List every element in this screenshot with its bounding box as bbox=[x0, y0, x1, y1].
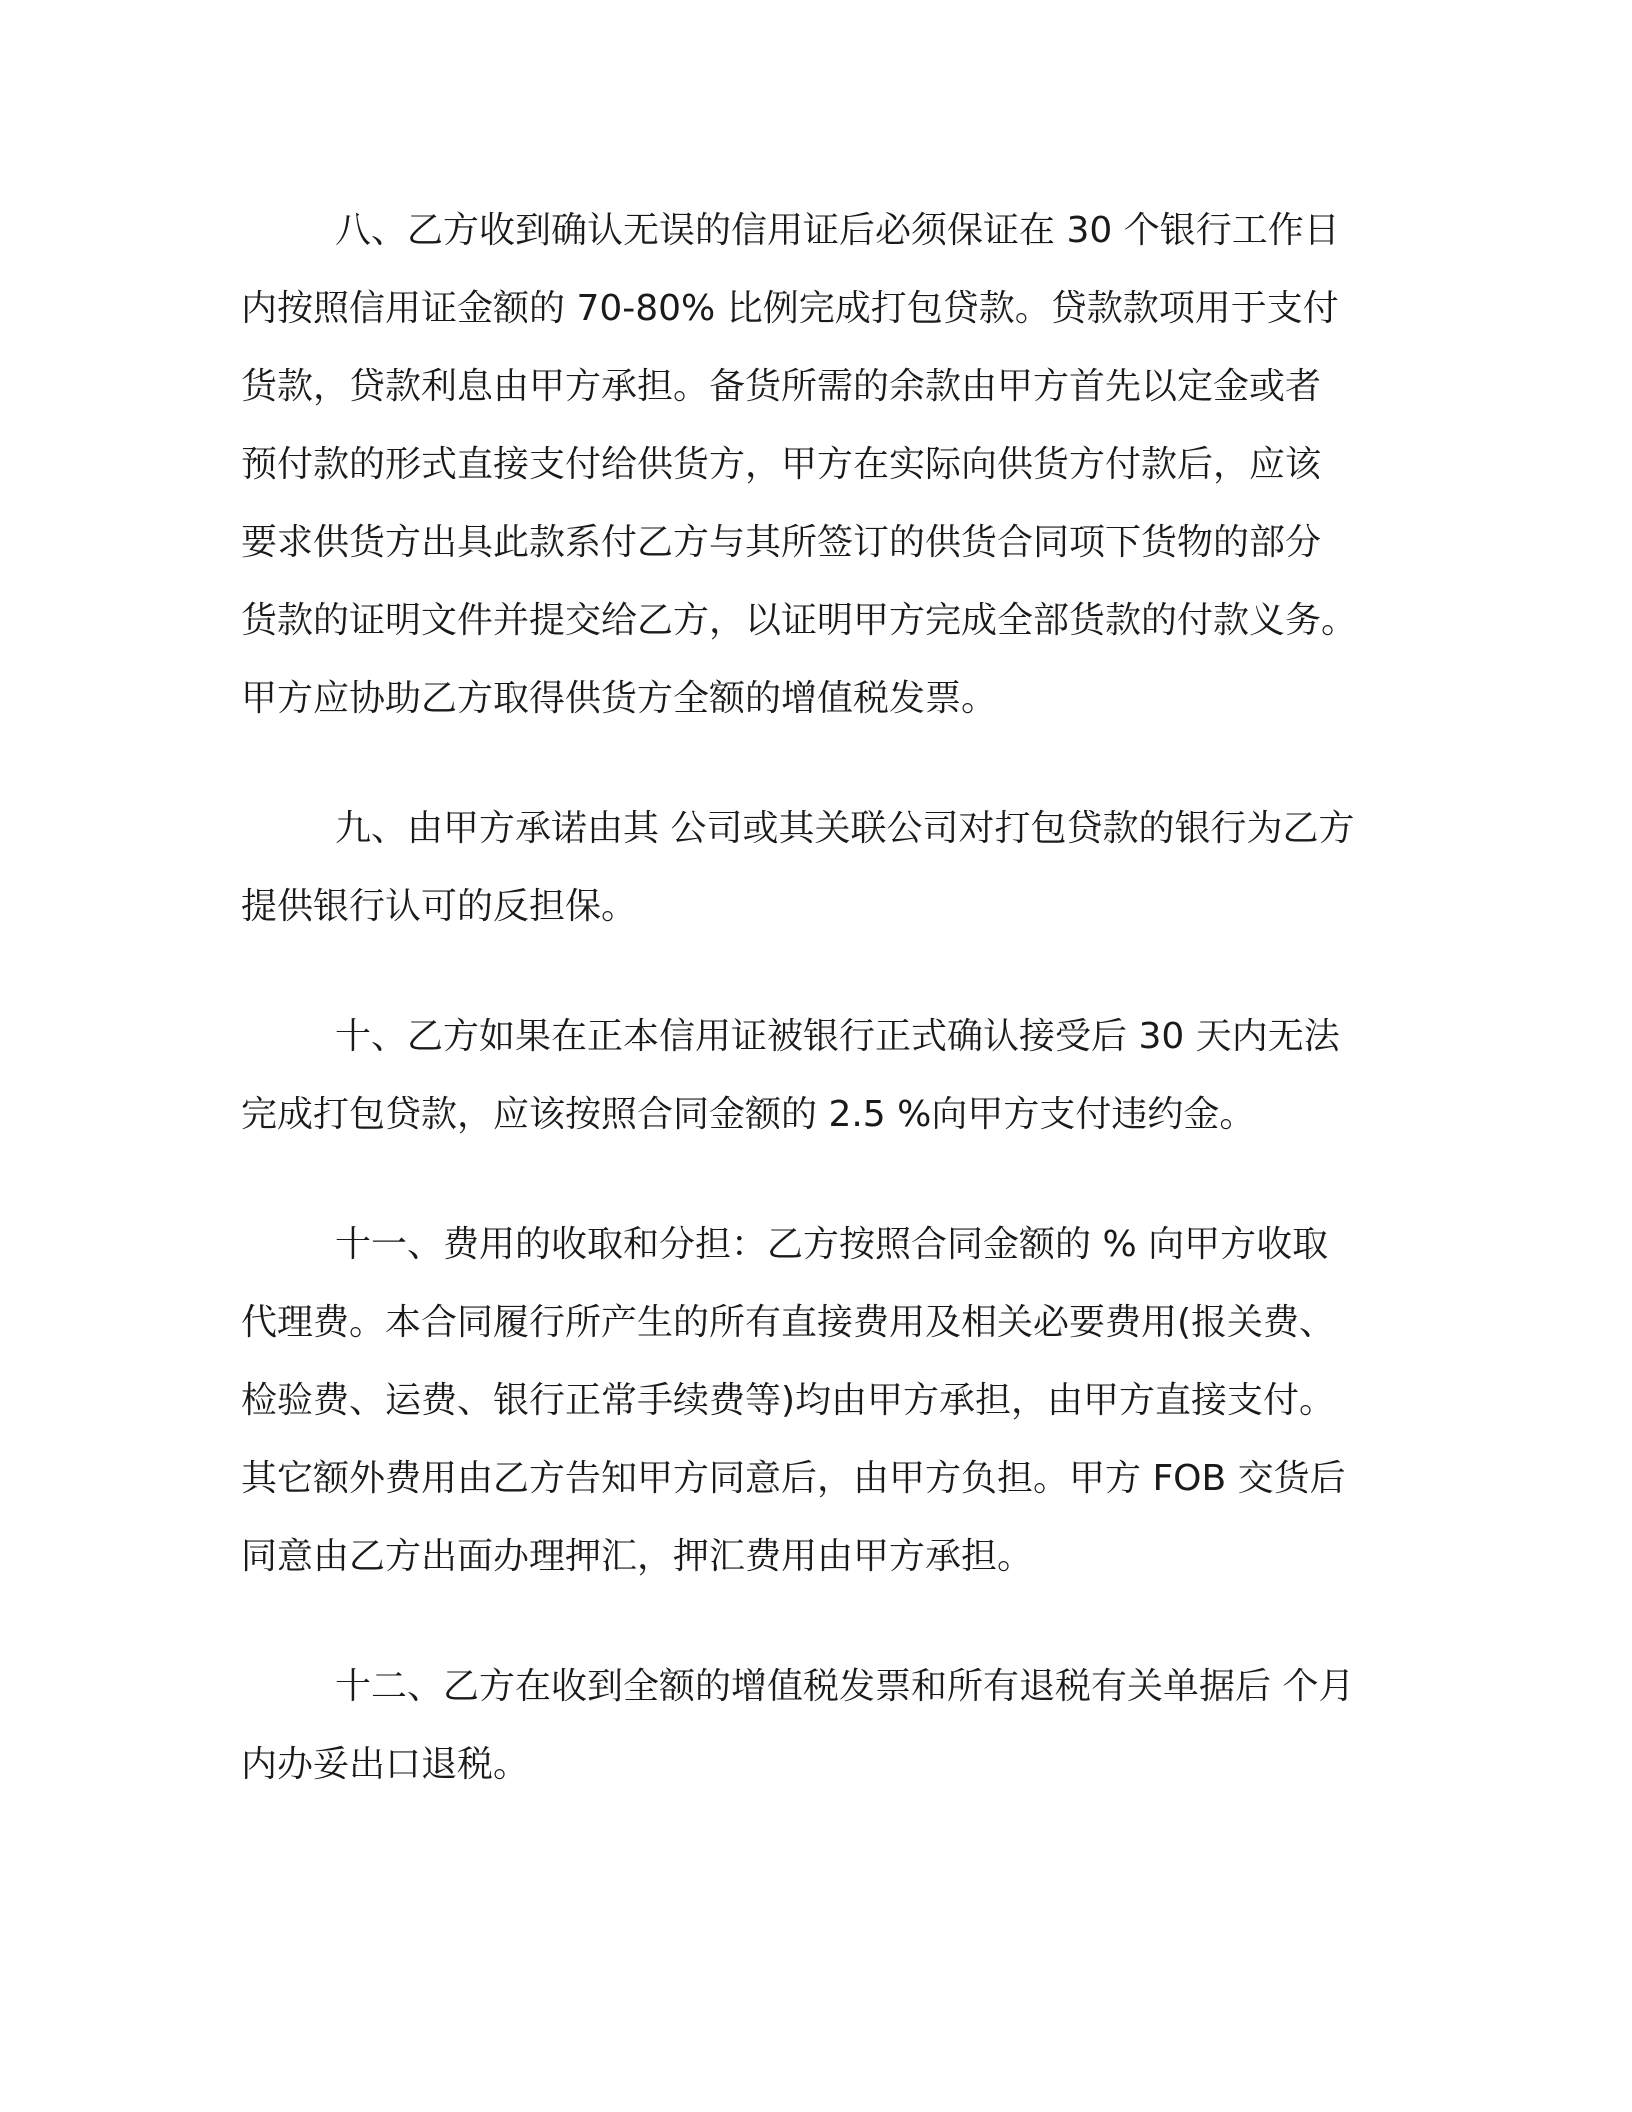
clause-11 bbox=[241, 1206, 1391, 1596]
document-body bbox=[241, 192, 1391, 1856]
clause-line: 内办妥出口退税。 bbox=[241, 1744, 530, 1785]
clause-line: 货款，贷款利息由甲方承担。备货所需的余款由甲方首先以定金或者 bbox=[241, 366, 1322, 407]
clause-line: 十一、费用的收取和分担：乙方按照合同金额的 % 向甲方收取 bbox=[335, 1224, 1329, 1265]
clause-line: 甲方应协助乙方取得供货方全额的增值税发票。 bbox=[241, 678, 998, 719]
clause-line: 十二、乙方在收到全额的增值税发票和所有退税有关单据后 个月 bbox=[335, 1666, 1355, 1707]
clause-line: 检验费、运费、银行正常手续费等)均由甲方承担，由甲方直接支付。 bbox=[241, 1380, 1336, 1421]
clause-line: 内按照信用证金额的 70-80% 比例完成打包贷款。贷款款项用于支付 bbox=[241, 288, 1339, 329]
clause-line: 提供银行认可的反担保。 bbox=[241, 886, 638, 927]
clause-line: 其它额外费用由乙方告知甲方同意后，由甲方负担。甲方 FOB 交货后 bbox=[241, 1458, 1346, 1499]
clause-line: 要求供货方出具此款系付乙方与其所签订的供货合同项下货物的部分 bbox=[241, 522, 1322, 563]
clause-10 bbox=[241, 998, 1391, 1154]
clause-line: 八、乙方收到确认无误的信用证后必须保证在 30 个银行工作日 bbox=[335, 210, 1340, 251]
clause-8 bbox=[241, 192, 1391, 738]
clause-12 bbox=[241, 1648, 1391, 1804]
clause-line: 预付款的形式直接支付给供货方，甲方在实际向供货方付款后，应该 bbox=[241, 444, 1322, 485]
clause-line: 同意由乙方出面办理押汇，押汇费用由甲方承担。 bbox=[241, 1536, 1034, 1577]
clause-line: 十、乙方如果在正本信用证被银行正式确认接受后 30 天内无法 bbox=[335, 1016, 1340, 1057]
clause-line: 完成打包贷款，应该按照合同金额的 2.5 %向甲方支付违约金。 bbox=[241, 1094, 1256, 1135]
clause-9 bbox=[241, 790, 1391, 946]
clause-line: 货款的证明文件并提交给乙方，以证明甲方完成全部货款的付款义务。 bbox=[241, 600, 1358, 641]
clause-line: 九、由甲方承诺由其 公司或其关联公司对打包贷款的银行为乙方 bbox=[335, 808, 1355, 849]
clause-line: 代理费。本合同履行所产生的所有直接费用及相关必要费用(报关费、 bbox=[241, 1302, 1336, 1343]
